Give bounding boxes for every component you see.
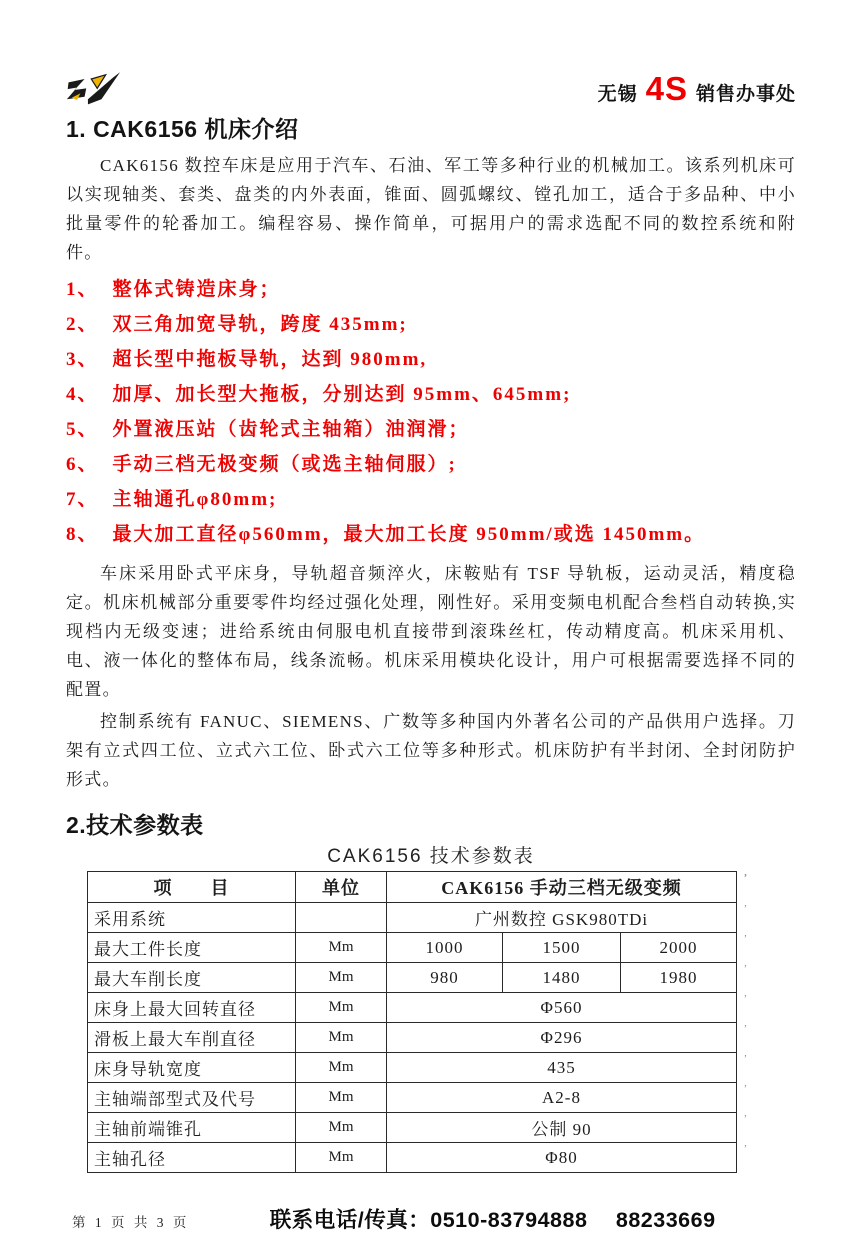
page-number-label: 第 1 页 共 3 页 (72, 1215, 190, 1230)
spec-table-row (88, 933, 737, 963)
feature-text: 超长型中拖板导轨，达到 980mm, (112, 349, 428, 370)
spec-item-cell: 最大工件长度 (88, 933, 296, 963)
spec-unit-cell: Mm (296, 1053, 387, 1083)
spec-table-title: CAK6156 技术参数表 (327, 846, 535, 867)
spec-value-cell: Φ80 ʼ (387, 1143, 737, 1173)
feature-item (66, 384, 796, 405)
contact-phone-label: 联系电话/传真：0510-83794888 88233669 (269, 1208, 716, 1232)
feature-item (66, 349, 796, 370)
spec-table-header-row (88, 872, 737, 903)
control-system-paragraph: 控制系统有 FANUC、SIEMENS、广数等多种国内外著名公司的产品供用户选择。刀架有立式四工位、立式六工位、卧式六工位等多种形式。机床防护有半封闭、全封闭防护形式。 (66, 712, 796, 789)
sales-office-header (598, 70, 796, 108)
feature-number: 7、 (66, 489, 99, 510)
feature-number: 8、 (66, 524, 99, 545)
feature-list (66, 279, 796, 545)
spec-table-row (88, 903, 737, 933)
spec-table-row (88, 1143, 737, 1173)
feature-item (66, 454, 796, 475)
feature-item (66, 419, 796, 440)
spec-item-cell: 主轴孔径 (88, 1143, 296, 1173)
spec-item-cell: 主轴端部型式及代号 (88, 1083, 296, 1113)
spec-item-cell: 床身上最大回转直径 (88, 993, 296, 1023)
spec-unit-cell: Mm (296, 963, 387, 993)
feature-number: 5、 (66, 419, 99, 440)
spec-value-cell: Φ560 ʼ (387, 993, 737, 1023)
spec-unit-cell: Mm (296, 1023, 387, 1053)
spec-value-cell: 1500 (503, 933, 621, 963)
spec-value-cell: 2000 ʼ (621, 933, 737, 963)
office-4s-label: 4S (645, 70, 688, 107)
feature-number: 4、 (66, 384, 99, 405)
feature-number: 2、 (66, 314, 99, 335)
spec-value-cell: 1480 (503, 963, 621, 993)
page-header (66, 68, 796, 108)
column-header-unit: 单位 (296, 872, 387, 903)
spec-unit-cell: Mm (296, 1113, 387, 1143)
feature-number: 3、 (66, 349, 99, 370)
spec-unit-cell: Mm (296, 993, 387, 1023)
machine-description-paragraph: 车床采用卧式平床身，导轨超音频淬火，床鞍贴有 TSF 导轨板，运动灵活，精度稳定。机床机械部分重要零件均经过强化处理，刚性好。采用变频电机配合叁档自动转换,实现档内无级变速；进给系统由伺服电机直接带到滚珠丝杠，传动精度高。机床采用机、电、液一体化的整体布局，线条流畅。机床采用模块化设计，用户可根据需要选择不同的配置。 (66, 564, 796, 699)
spec-value-cell: Φ296 ʼ (387, 1023, 737, 1053)
feature-number: 1、 (66, 279, 99, 300)
spec-value-cell: 广州数控 GSK980TDi ʼ (387, 903, 737, 933)
section2-title: 2.技术参数表 (66, 812, 204, 838)
feature-item (66, 314, 796, 335)
spec-unit-cell: Mm (296, 1143, 387, 1173)
spec-item-cell: 主轴前端锥孔 (88, 1113, 296, 1143)
company-logo-icon (66, 72, 120, 108)
office-suffix-label: 销售办事处 (695, 84, 796, 105)
spec-table-row (88, 1083, 737, 1113)
feature-text: 手动三档无极变频（或选主轴伺服）; (112, 454, 457, 475)
feature-item (66, 489, 796, 510)
spec-table-row (88, 963, 737, 993)
feature-item (66, 524, 796, 545)
spec-table-row (88, 1053, 737, 1083)
feature-text: 整体式铸造床身； (112, 279, 281, 300)
spec-unit-cell: Mm (296, 1083, 387, 1113)
page-footer (66, 1203, 796, 1234)
spec-value-cell: 980 (387, 963, 503, 993)
spec-table (87, 871, 737, 1173)
spec-item-cell: 采用系统 (88, 903, 296, 933)
spec-table-row (88, 1113, 737, 1143)
feature-number: 6、 (66, 454, 99, 475)
spec-value-cell: 1980 ʼ (621, 963, 737, 993)
spec-item-cell: 最大车削长度 (88, 963, 296, 993)
column-header-model: CAK6156 手动三档无级变频 ʼ (387, 872, 737, 903)
spec-item-cell: 床身导轨宽度 (88, 1053, 296, 1083)
feature-text: 外置液压站（齿轮式主轴箱）油润滑； (112, 419, 470, 440)
feature-text: 主轴通孔φ80mm; (112, 489, 278, 510)
feature-text: 加厚、加长型大拖板，分别达到 95mm、645mm; (112, 384, 572, 405)
spec-table-row (88, 1023, 737, 1053)
office-prefix-label: 无锡 (597, 84, 638, 105)
feature-item (66, 279, 796, 300)
spec-unit-cell (296, 903, 387, 933)
spec-value-cell: 1000 (387, 933, 503, 963)
spec-table-row (88, 993, 737, 1023)
spec-value-cell: 公制 90 ʼ (387, 1113, 737, 1143)
feature-text: 双三角加宽导轨，跨度 435mm; (112, 314, 408, 335)
section1-title: 1. CAK6156 机床介绍 (66, 116, 299, 142)
spec-value-cell: 435 ʼ (387, 1053, 737, 1083)
spec-unit-cell: Mm (296, 933, 387, 963)
intro-paragraph: CAK6156 数控车床是应用于汽车、石油、军工等多种行业的机械加工。该系列机床可以实现轴类、套类、盘类的内外表面，锥面、圆弧螺纹、镗孔加工，适合于多品种、中小批量零件的轮番加工。编程容易、操作简单，可据用户的需求选配不同的数控系统和附件。 (66, 156, 796, 262)
spec-item-cell: 滑板上最大车削直径 (88, 1023, 296, 1053)
feature-text: 最大加工直径φ560mm，最大加工长度 950mm/或选 1450mm。 (112, 524, 706, 545)
column-header-item: 项 目 (88, 872, 296, 903)
spec-value-cell: A2-8 ʼ (387, 1083, 737, 1113)
